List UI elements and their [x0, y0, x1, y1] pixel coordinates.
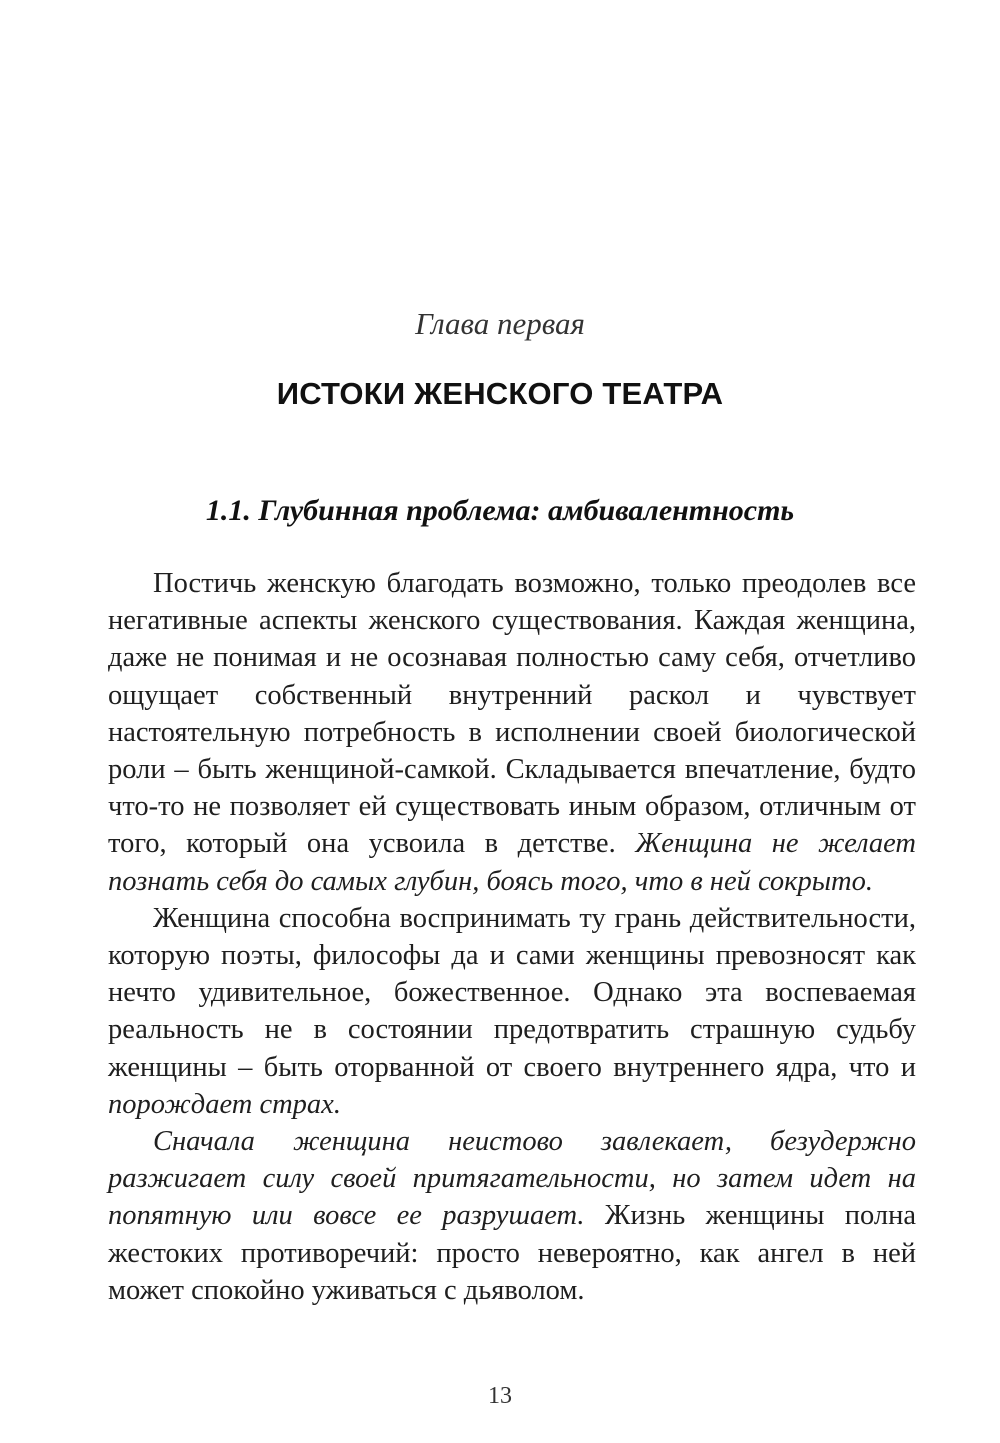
body-text [108, 565, 916, 1309]
paragraph-3 [108, 1123, 916, 1309]
paragraph-2-text: Женщина способна воспринимать ту грань действительности, которую поэты, философы да и сами женщины превозносят как нечто удивительное, божественное. Однако эта воспеваемая реальность не в состоянии предотвратить страшную судьбу женщины – быть оторванной от своего внутреннего ядра, что и [108, 902, 916, 1083]
paragraph-3-italic: Сначала женщина неистово завлекает, безудержно разжигает силу своей притягательности, но затем идет на попятную или вовсе ее разрушает. [108, 1126, 916, 1232]
paragraph-1-text: Постичь женскую благодать возможно, только преодолев все негативные аспекты женского существования. Каждая женщина, даже не понимая и не осознавая полностью саму себя, отчетливо ощущает собственный внутренний раскол и чувствует настоятельную потребность в исполнении своей биологической роли – быть женщиной-самкой. Складывается впечатление, будто что-то не позволяет ей существовать иным образом, отличным от того, который она усвоила в детстве. [108, 568, 916, 860]
paragraph-3-text: Жизнь женщины полна жестоких противоречий: просто невероятно, как ангел в ней может спокойно уживаться с дьяволом. [108, 1200, 916, 1306]
page-number: 13 [488, 1383, 512, 1409]
paragraph-1-italic: Женщина не желает познать себя до самых глубин, боясь того, что в ней сокрыто. [108, 828, 916, 897]
paragraph-2 [108, 900, 916, 1123]
chapter-title: ИСТОКИ ЖЕНСКОГО ТЕАТРА [276, 376, 724, 411]
section-heading: 1.1. Глубинная проблема: амбивалентность [205, 494, 795, 527]
paragraph-1 [108, 565, 916, 900]
chapter-label: Глава первая [415, 306, 585, 341]
paragraph-2-italic: порождает страх. [108, 1088, 341, 1120]
